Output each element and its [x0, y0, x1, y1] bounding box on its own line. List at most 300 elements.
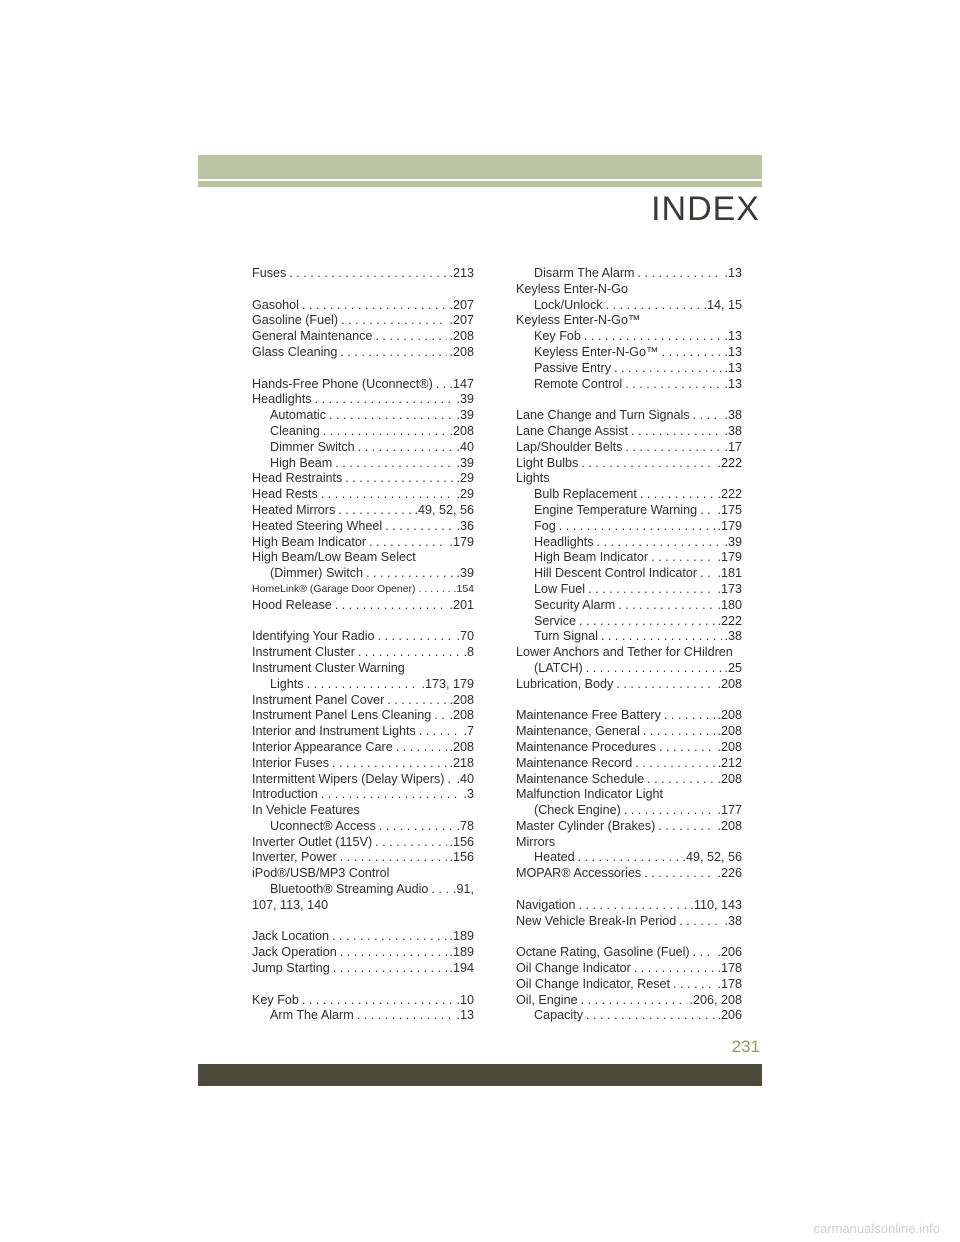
index-entry [516, 961, 742, 977]
index-entry [252, 377, 474, 393]
page-number: 231 [731, 1037, 760, 1056]
index-term: Introduction [252, 787, 318, 802]
leader-dots [621, 803, 716, 819]
index-term: Malfunction Indicator Light [516, 787, 664, 802]
index-entry [516, 503, 742, 519]
index-term: Headlights [534, 534, 594, 549]
index-entry [252, 329, 474, 345]
index-page-ref: .208 [717, 724, 742, 739]
index-entry [252, 803, 474, 819]
leader-dots [329, 756, 447, 772]
leader-dots [583, 661, 723, 677]
index-entry [516, 708, 742, 724]
leader-dots [661, 708, 716, 724]
leader-dots [372, 835, 447, 851]
index-entry [516, 487, 742, 503]
leader-dots [384, 693, 447, 709]
index-term: Low Fuel [534, 581, 586, 596]
header-band [198, 155, 762, 179]
index-entry [252, 756, 474, 772]
index-entry [516, 456, 742, 472]
index-page-ref: .208 [717, 818, 742, 833]
index-entry [516, 266, 742, 282]
index-column-right [516, 266, 742, 1024]
index-term: Maintenance Schedule [516, 771, 645, 786]
index-page-ref: .206 [717, 1008, 742, 1023]
index-page-ref: .36 [456, 518, 474, 533]
index-page-ref: .29 [456, 487, 474, 502]
index-page-ref: .208 [449, 344, 474, 359]
index-term: Remote Control [534, 376, 623, 391]
index-term: Dimmer Switch [270, 439, 355, 454]
leader-dots [337, 345, 447, 361]
index-term: Hill Descent Control Indicator [534, 566, 698, 581]
index-page-ref: .189 [449, 929, 474, 944]
index-page-ref: .213 [449, 266, 474, 280]
leader-dots [556, 519, 716, 535]
index-page-ref: .91, [452, 882, 474, 897]
index-gap [252, 614, 474, 630]
index-entry [516, 440, 742, 456]
watermark: carmanualsonline.info [813, 1221, 940, 1236]
index-entry [252, 787, 474, 803]
index-entry [516, 803, 742, 819]
index-entry [252, 898, 474, 914]
leader-dots [375, 629, 455, 645]
index-entry [252, 503, 474, 519]
index-term: Inverter, Power [252, 850, 337, 865]
index-term: Lane Change and Turn Signals [516, 408, 690, 423]
leader-dots [576, 898, 689, 914]
index-term: Glass Cleaning [252, 344, 338, 359]
index-term: Key Fob [534, 329, 581, 344]
index-term: Interior Fuses [252, 755, 329, 770]
index-page-ref: .178 [717, 961, 742, 976]
index-page-ref: .78 [456, 818, 474, 833]
index-entry [252, 440, 474, 456]
leader-dots [598, 629, 723, 645]
index-entry [516, 993, 742, 1009]
index-term: (LATCH) [534, 660, 583, 675]
leader-dots [581, 329, 723, 345]
index-term: Maintenance Free Battery [516, 708, 661, 723]
index-entry [516, 377, 742, 393]
index-term: Light Bulbs [516, 455, 579, 470]
leader-dots [697, 566, 715, 582]
index-page-ref: .17 [724, 439, 742, 454]
leader-dots [342, 471, 454, 487]
index-term: Maintenance, General [516, 724, 640, 739]
index-entry [252, 550, 474, 566]
leader-dots [578, 993, 688, 1009]
index-term: HomeLink® (Garage Door Opener) [252, 582, 416, 595]
index-page-ref: .13 [724, 360, 742, 375]
index-page-ref: .208 [449, 692, 474, 707]
index-entry [516, 645, 742, 661]
index-page-ref: .13 [724, 344, 742, 359]
leader-dots [299, 993, 455, 1009]
leader-dots [585, 582, 715, 598]
index-gap [516, 392, 742, 408]
index-page-ref: .40 [456, 439, 474, 454]
index-page-ref: .13 [456, 1008, 474, 1023]
index-term: Inverter Outlet (115V) [252, 834, 373, 849]
index-page-ref: .8 [463, 645, 474, 660]
leader-dots [326, 408, 454, 424]
index-page-ref: .110, 143 [690, 897, 742, 912]
index-entry [516, 629, 742, 645]
index-entry [516, 866, 742, 882]
index-entry [516, 677, 742, 693]
index-entry [516, 614, 742, 630]
leader-dots [338, 313, 447, 329]
leader-dots [431, 708, 447, 724]
leader-dots [690, 408, 723, 424]
leader-dots [318, 787, 462, 803]
index-term: Lap/Shoulder Belts [516, 439, 623, 454]
leader-dots [613, 677, 715, 693]
index-entry [252, 313, 474, 329]
index-page-ref: .39 [456, 455, 474, 470]
index-gap [252, 282, 474, 298]
index-entry [516, 787, 742, 803]
index-entry [252, 456, 474, 472]
leader-dots [337, 850, 448, 866]
index-page-ref: .189 [449, 945, 474, 960]
index-term: Capacity [534, 1008, 583, 1023]
index-page-ref: .194 [449, 961, 474, 976]
leader-dots [631, 961, 716, 977]
index-entry [516, 850, 742, 866]
index-term: Head Restraints [252, 471, 343, 486]
index-page-ref: .208 [717, 676, 742, 691]
index-term: (Dimmer) Switch [270, 566, 364, 581]
index-term: Intermittent Wipers (Delay Wipers) [252, 771, 445, 786]
index-page-ref: .175 [717, 502, 742, 517]
leader-dots [355, 440, 455, 456]
leader-dots [355, 645, 462, 661]
index-entry [516, 661, 742, 677]
index-entry [252, 882, 474, 898]
index-entry [252, 819, 474, 835]
leader-dots [632, 756, 715, 772]
leader-dots [648, 550, 715, 566]
index-page-ref: .10 [456, 992, 474, 1007]
leader-dots [366, 535, 447, 551]
index-term: Identifying Your Radio [252, 629, 375, 644]
leader-dots [312, 392, 455, 408]
index-entry [516, 977, 742, 993]
leader-dots [615, 598, 715, 614]
leader-dots [637, 487, 716, 503]
index-page-ref: .156 [449, 834, 474, 849]
index-page-ref: .38 [724, 913, 742, 928]
index-entry [252, 298, 474, 314]
index-entry [252, 850, 474, 866]
index-term: Navigation [516, 897, 576, 912]
index-page-ref: .38 [724, 423, 742, 438]
index-page-ref: .39 [456, 392, 474, 407]
leader-dots [659, 345, 723, 361]
index-entry [516, 282, 742, 298]
leader-dots [335, 503, 412, 519]
index-entry [516, 914, 742, 930]
index-term: Heated Mirrors [252, 502, 336, 517]
index-entry [252, 582, 474, 598]
leader-dots [635, 266, 723, 282]
index-term: Gasoline (Fuel) [252, 313, 339, 328]
index-entry [252, 866, 474, 882]
index-entry [252, 424, 474, 440]
index-entry [252, 1008, 474, 1024]
leader-dots [578, 456, 715, 472]
index-term: Turn Signal [534, 629, 598, 644]
leader-dots [575, 850, 681, 866]
index-term: Key Fob [252, 992, 299, 1007]
index-page-ref: .222 [717, 455, 742, 470]
index-entry [252, 598, 474, 614]
index-entry [252, 945, 474, 961]
leader-dots [330, 961, 448, 977]
index-page-ref: .154 [453, 582, 474, 595]
index-entry [516, 535, 742, 551]
leader-dots [299, 298, 448, 314]
index-page-ref: .181 [717, 566, 742, 581]
index-entry [252, 661, 474, 677]
index-page-ref: .179 [717, 550, 742, 565]
index-term: Keyless Enter-N-Go [516, 281, 628, 296]
index-term: Instrument Cluster [252, 645, 355, 660]
leader-dots [676, 914, 722, 930]
index-term: Passive Entry [534, 360, 611, 375]
index-term: Jack Location [252, 929, 330, 944]
index-term: Jump Starting [252, 961, 330, 976]
index-entry [516, 819, 742, 835]
index-term: Lubrication, Body [516, 676, 614, 691]
leader-dots [622, 440, 722, 456]
index-term: Keyless Enter-N-Go™ [516, 313, 641, 328]
index-entry [252, 677, 474, 693]
index-page-ref: .29 [456, 471, 474, 486]
index-page-ref: .218 [449, 755, 474, 770]
index-entry [516, 756, 742, 772]
index-entry [252, 693, 474, 709]
index-entry [516, 298, 742, 314]
index-term: 107, 113, 140 [252, 897, 329, 912]
index-term: Lower Anchors and Tether for CHildren [516, 645, 733, 660]
index-term: Lights [516, 471, 550, 486]
leader-dots [337, 945, 448, 961]
index-entry [252, 519, 474, 535]
leader-dots [628, 424, 722, 440]
leader-dots [697, 503, 715, 519]
index-entry [252, 708, 474, 724]
index-entry [252, 471, 474, 487]
index-entry [516, 1008, 742, 1024]
index-column-left [252, 266, 474, 1024]
header-rule [198, 181, 762, 187]
index-page-ref: .39 [724, 534, 742, 549]
index-entry [516, 566, 742, 582]
leader-dots [603, 298, 702, 314]
index-entry [252, 345, 474, 361]
index-term: Headlights [252, 392, 312, 407]
index-page-ref: .208 [449, 739, 474, 754]
leader-dots [444, 772, 454, 788]
index-term: Instrument Panel Cover [252, 692, 385, 707]
index-term: Automatic [270, 408, 326, 423]
index-entry [516, 945, 742, 961]
leader-dots [644, 772, 715, 788]
index-term: Maintenance Procedures [516, 739, 657, 754]
index-page-ref: .25 [724, 660, 742, 675]
index-term: New Vehicle Break-In Period [516, 913, 677, 928]
index-page-ref: .212 [717, 755, 742, 770]
index-page-ref: .208 [717, 771, 742, 786]
index-entry [516, 329, 742, 345]
leader-dots [329, 929, 447, 945]
index-entry [252, 740, 474, 756]
index-term: General Maintenance [252, 329, 373, 344]
index-entry [252, 392, 474, 408]
index-page-ref: .13 [724, 266, 742, 280]
index-entry [516, 471, 742, 487]
leader-dots [393, 740, 448, 756]
index-term: iPod®/USB/MP3 Control [252, 866, 390, 881]
index-term: Maintenance Record [516, 755, 633, 770]
index-term: Master Cylinder (Brakes) [516, 818, 656, 833]
index-term: High Beam Indicator [252, 534, 367, 549]
index-page-ref: .49, 52, 56 [682, 850, 742, 865]
index-term: Heated [534, 850, 575, 865]
index-term: Disarm The Alarm [534, 266, 635, 280]
leader-dots [670, 977, 715, 993]
index-page-ref: .13 [724, 376, 742, 391]
index-page-ref: .207 [449, 313, 474, 328]
index-term: Oil, Engine [516, 992, 578, 1007]
index-entry [516, 345, 742, 361]
index-page-ref: .178 [717, 976, 742, 991]
leader-dots [416, 582, 452, 598]
index-page-ref: .147 [449, 376, 474, 391]
index-page-ref: .38 [724, 408, 742, 423]
index-page-ref: .156 [449, 850, 474, 865]
index-term: Bluetooth® Streaming Audio [270, 882, 429, 897]
index-page-ref: .206, 208 [689, 992, 742, 1007]
leader-dots [320, 424, 448, 440]
index-page-ref: .207 [449, 297, 474, 312]
index-entry [252, 929, 474, 945]
leader-dots [641, 866, 715, 882]
leader-dots [304, 677, 420, 693]
index-entry [516, 424, 742, 440]
index-term: High Beam [270, 455, 333, 470]
index-page-ref: .39 [456, 566, 474, 581]
index-term: Mirrors [516, 834, 556, 849]
index-term: Instrument Cluster Warning [252, 660, 405, 675]
index-page-ref: .13 [724, 329, 742, 344]
index-term: Lights [270, 676, 304, 691]
leader-dots [594, 535, 723, 551]
index-entry [252, 487, 474, 503]
leader-dots [382, 519, 454, 535]
index-page-ref: .173 [717, 581, 742, 596]
index-entry [252, 835, 474, 851]
index-gap [252, 361, 474, 377]
index-term: Hood Release [252, 597, 332, 612]
index-term: Interior Appearance Care [252, 739, 393, 754]
index-term: High Beam Indicator [534, 550, 649, 565]
index-term: Heated Steering Wheel [252, 518, 383, 533]
index-term: Interior and Instrument Lights [252, 724, 416, 739]
index-page-ref: .7 [463, 724, 474, 739]
index-term: Cleaning [270, 423, 320, 438]
index-term: Instrument Panel Lens Cleaning [252, 708, 432, 723]
index-entry [252, 645, 474, 661]
index-term: Security Alarm [534, 597, 616, 612]
index-entry [516, 772, 742, 788]
index-page-ref: .226 [717, 866, 742, 881]
index-page-ref: .179 [449, 534, 474, 549]
index-page-ref: .208 [717, 739, 742, 754]
index-page-ref: .3 [463, 787, 474, 802]
index-entry [516, 740, 742, 756]
index-term: Oil Change Indicator [516, 961, 631, 976]
index-page-ref: .40 [456, 771, 474, 786]
index-entry [252, 993, 474, 1009]
index-page-ref: .208 [717, 708, 742, 723]
index-term: Keyless Enter-N-Go™ [534, 344, 659, 359]
index-term: Engine Temperature Warning [534, 502, 698, 517]
index-page-ref: .222 [717, 613, 742, 628]
index-entry [516, 361, 742, 377]
leader-dots [286, 266, 447, 282]
leader-dots [655, 819, 715, 835]
index-entry [516, 898, 742, 914]
leader-dots [583, 1008, 715, 1024]
index-term: Bulb Replacement [534, 487, 637, 502]
index-term: Arm The Alarm [270, 1008, 354, 1023]
leader-dots [690, 945, 716, 961]
leader-dots [376, 819, 455, 835]
index-page-ref: .208 [449, 708, 474, 723]
leader-dots [640, 724, 716, 740]
leader-dots [354, 1008, 455, 1024]
index-page-ref: .38 [724, 629, 742, 644]
index-page-ref: .14, 15 [703, 297, 742, 312]
index-gap [516, 929, 742, 945]
index-page-ref: .208 [449, 329, 474, 344]
index-entry [516, 519, 742, 535]
index-page-ref: .177 [717, 803, 742, 818]
leader-dots [332, 456, 454, 472]
leader-dots [332, 598, 448, 614]
index-page-ref: .49, 52, 56 [414, 502, 474, 517]
index-gap [252, 914, 474, 930]
index-entry [252, 535, 474, 551]
index-gap [516, 693, 742, 709]
index-page-ref: .180 [717, 597, 742, 612]
index-term: Head Rests [252, 487, 318, 502]
index-term: Fuses [252, 266, 287, 280]
index-entry [252, 408, 474, 424]
index-page-ref: .201 [449, 597, 474, 612]
index-term: Lane Change Assist [516, 423, 629, 438]
index-term: Jack Operation [252, 945, 337, 960]
index-entry [516, 835, 742, 851]
index-entry [516, 724, 742, 740]
index-gap [252, 977, 474, 993]
